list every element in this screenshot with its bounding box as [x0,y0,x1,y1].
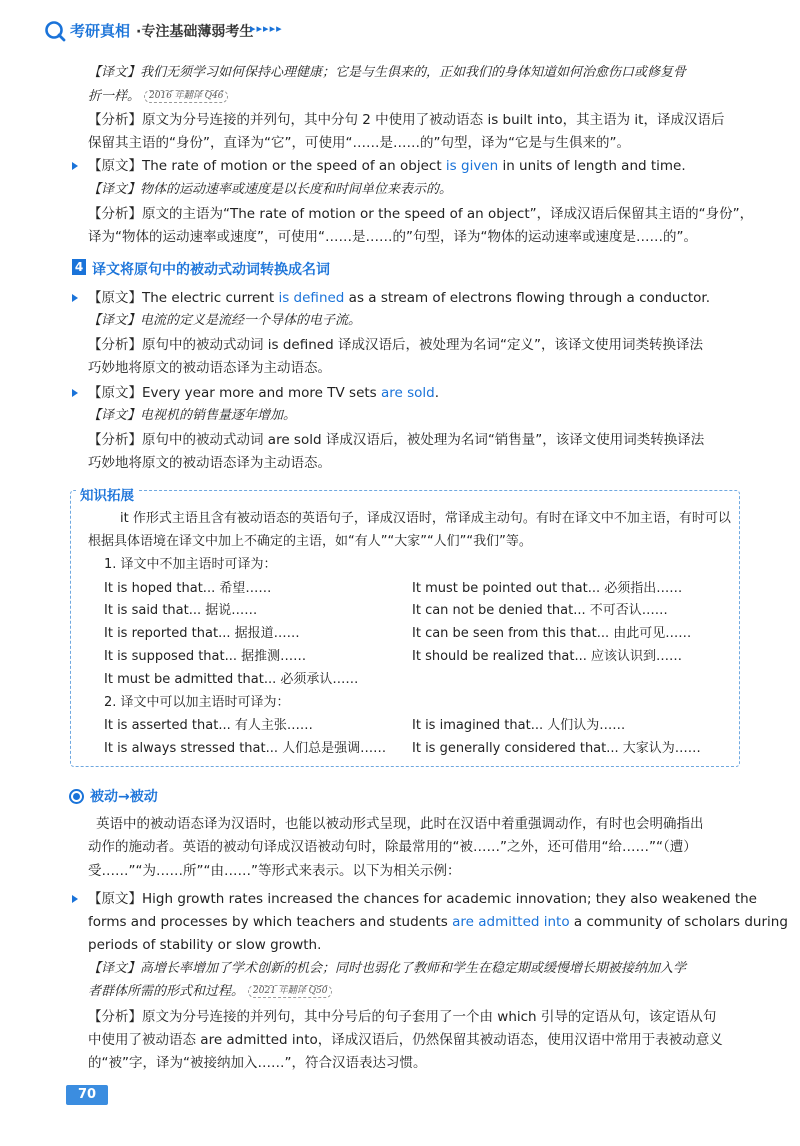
knowledge-heading: 1. 译文中不加主语时可译为： [104,557,277,572]
paragraph-line: 动作的施动者。英语的被动句译成汉语被动句时，除最常用的“被……”之外，还可借用“给……”“（遭） [88,839,697,855]
paragraph-line: 受……”“为……所”“由……”等形式来表示。以下为相关示例： [88,863,461,879]
translation-line: 【译文】电视机的销售量逐年增加。 [88,408,297,423]
phrase-item: It is imagined that... 人们认为…… [412,718,626,733]
original-line: periods of stability or slow growth. [88,937,322,953]
knowledge-intro: 根据具体语境在译文中加上不确定的主语，如“有人”“大家”“人们”“我们”等。 [88,534,532,549]
phrase-item: It is generally considered that... 大家认为…… [412,741,701,756]
analysis-line: 【分析】原文为分号连接的并列句，其中分号后的句子套用了一个由 which 引导的定语从句，该定语从句 [88,1009,717,1025]
translation-line: 【译文】高增长率增加了学术创新的机会；同时也弱化了教师和学生在稳定期或缓慢增长期被接纳加入学 [88,961,687,976]
original-line: 【原文】High growth rates increased the chances for academic innovation; they also weakened the [88,891,757,907]
bullet-arrow-icon [72,895,78,903]
analysis-line: 保留其主语的“身份”，直译为“它”，可使用“……是……的”句型，译为“它是与生俱来的”。 [88,135,630,151]
analysis-line: 的“被”字，译为“被接纳加入……”，符合汉语表达习惯。 [88,1055,427,1071]
original-line: 【原文】Every year more and more TV sets are sold. [88,385,440,401]
header-brand: 考研真相 [70,22,131,40]
subsection-title: 被动→被动 [90,789,158,805]
analysis-line: 巧妙地将原文的被动语态译为主动语态。 [88,360,331,376]
analysis-line: 译为“物体的运动速率或速度”，可使用“……是……的”句型，译为“物体的运动速率或速度是……的”。 [88,229,697,245]
bullet-arrow-icon [72,162,78,170]
section-title: 译文将原句中的被动式动词转换成名词 [92,262,330,278]
phrase-item: It is said that... 据说…… [104,603,258,618]
bullet-arrow-icon [72,389,78,397]
original-line: 【原文】The electric current is defined as a stream of electrons flowing through a conductor. [88,290,711,306]
phrase-item: It can not be denied that... 不可否认…… [412,603,668,618]
phrase-item: It can be seen from this that... 由此可见…… [412,626,692,641]
knowledge-intro: it 作形式主语且含有被动语态的英语句子，译成汉语时，常译成主动句。有时在译文中不加主语，有时可以 [120,511,731,526]
translation-line: 折一样。 2016 年翻译 Q46 [88,88,228,106]
analysis-line: 【分析】原句中的被动式动词 is defined 译成汉语后，被处理为名词“定义”，该译文使用词类转换译法 [88,337,703,353]
translation-line: 【译文】电流的定义是流经一个导体的电子流。 [88,313,362,328]
header-arrows-icon: ▸▸▸▸▸ [250,22,283,35]
phrase-item: It must be admitted that... 必须承认…… [104,672,359,687]
analysis-line: 巧妙地将原文的被动语态译为主动语态。 [88,455,331,471]
source-badge: 2016 年翻译 Q46 [144,90,228,103]
knowledge-title: 知识拓展 [76,484,138,504]
target-circle-icon [69,789,84,804]
original-line: 【原文】The rate of motion or the speed of an object is given in units of length and time. [88,158,686,174]
translation-line: 者群体所需的形式和过程。 2021 年翻译 Q50 [88,983,332,1001]
phrase-item: It is hoped that... 希望…… [104,581,272,596]
analysis-line: 【分析】原句中的被动式动词 are sold 译成汉语后，被处理为名词“销售量”，该译文使用词类转换译法 [88,432,705,448]
knowledge-heading: 2. 译文中可以加主语时可译为： [104,695,290,710]
section-number: 4 [72,259,86,275]
original-line: forms and processes by which teachers and students are admitted into a community of scholars during [88,914,788,930]
search-logo-icon [44,20,66,42]
source-badge: 2021 年翻译 Q50 [248,985,332,998]
header-tagline: ·专注基础薄弱考生 [136,24,254,40]
translation-line: 【译文】物体的运动速率或速度是以长度和时间单位来表示的。 [88,182,453,197]
bullet-arrow-icon [72,294,78,302]
phrase-item: It must be pointed out that... 必须指出…… [412,581,683,596]
phrase-item: It should be realized that... 应该认识到…… [412,649,683,664]
phrase-item: It is supposed that... 据推测…… [104,649,307,664]
page-number: 70 [66,1085,108,1105]
phrase-item: It is always stressed that... 人们总是强调…… [104,741,387,756]
analysis-line: 【分析】原文为分号连接的并列句，其中分句 2 中使用了被动语态 is built into，其主语为 it，译成汉语后 [88,112,725,128]
paragraph-line: 英语中的被动语态译为汉语时，也能以被动形式呈现，此时在汉语中着重强调动作，有时也会明确指出 [96,816,704,832]
analysis-line: 【分析】原文的主语为“The rate of motion or the speed of an object”，译成汉语后保留其主语的“身份”， [88,206,754,222]
analysis-line: 中使用了被动语态 are admitted into，译成汉语后，仍然保留其被动语态，使用汉语中常用于表被动意义 [88,1032,723,1048]
translation-line: 【译文】我们无须学习如何保持心理健康；它是与生俱来的，正如我们的身体知道如何治愈伤口或修复骨 [88,65,687,80]
phrase-item: It is asserted that... 有人主张…… [104,718,313,733]
phrase-item: It is reported that... 据报道…… [104,626,300,641]
